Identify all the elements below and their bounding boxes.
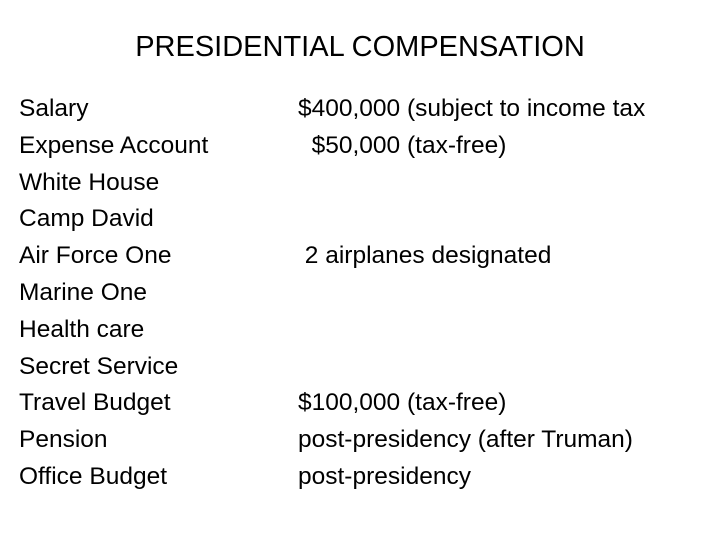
item-label: White House	[19, 168, 160, 196]
item-label: Health care	[19, 315, 145, 343]
list-item-travel-budget	[0, 385, 720, 422]
item-value: 2 airplanes designated	[298, 242, 552, 270]
list-item-secret-service	[0, 349, 720, 386]
item-label: Office Budget	[19, 462, 168, 490]
list-item-white-house	[0, 165, 720, 202]
item-value: $50,000 (tax-free)	[298, 131, 507, 159]
item-value: post-presidency	[298, 462, 471, 490]
list-item-office-budget	[0, 459, 720, 496]
item-label: Salary	[19, 95, 89, 122]
item-label: Expense Account	[19, 131, 209, 159]
item-label: Travel Budget	[19, 389, 171, 417]
item-label: Marine One	[19, 278, 148, 306]
list-item-health-care	[0, 312, 720, 349]
item-label: Air Force One	[19, 242, 172, 270]
item-label: Camp David	[19, 205, 154, 233]
item-label: Secret Service	[19, 352, 179, 380]
list-item-pension	[0, 422, 720, 459]
item-value: post-presidency (after Truman)	[298, 426, 633, 454]
slide-title: PRESIDENTIAL COMPENSATION	[135, 31, 585, 63]
item-label: Pension	[19, 426, 108, 454]
list-item-marine-one	[0, 275, 720, 312]
list-item-salary	[0, 91, 720, 128]
list-item-air-force-one	[0, 238, 720, 275]
item-value: $100,000 (tax-free)	[298, 389, 507, 417]
compensation-list	[0, 91, 720, 496]
list-item-camp-david	[0, 201, 720, 238]
item-value: $400,000 (subject to income tax	[298, 95, 646, 122]
list-item-expense-account	[0, 128, 720, 165]
